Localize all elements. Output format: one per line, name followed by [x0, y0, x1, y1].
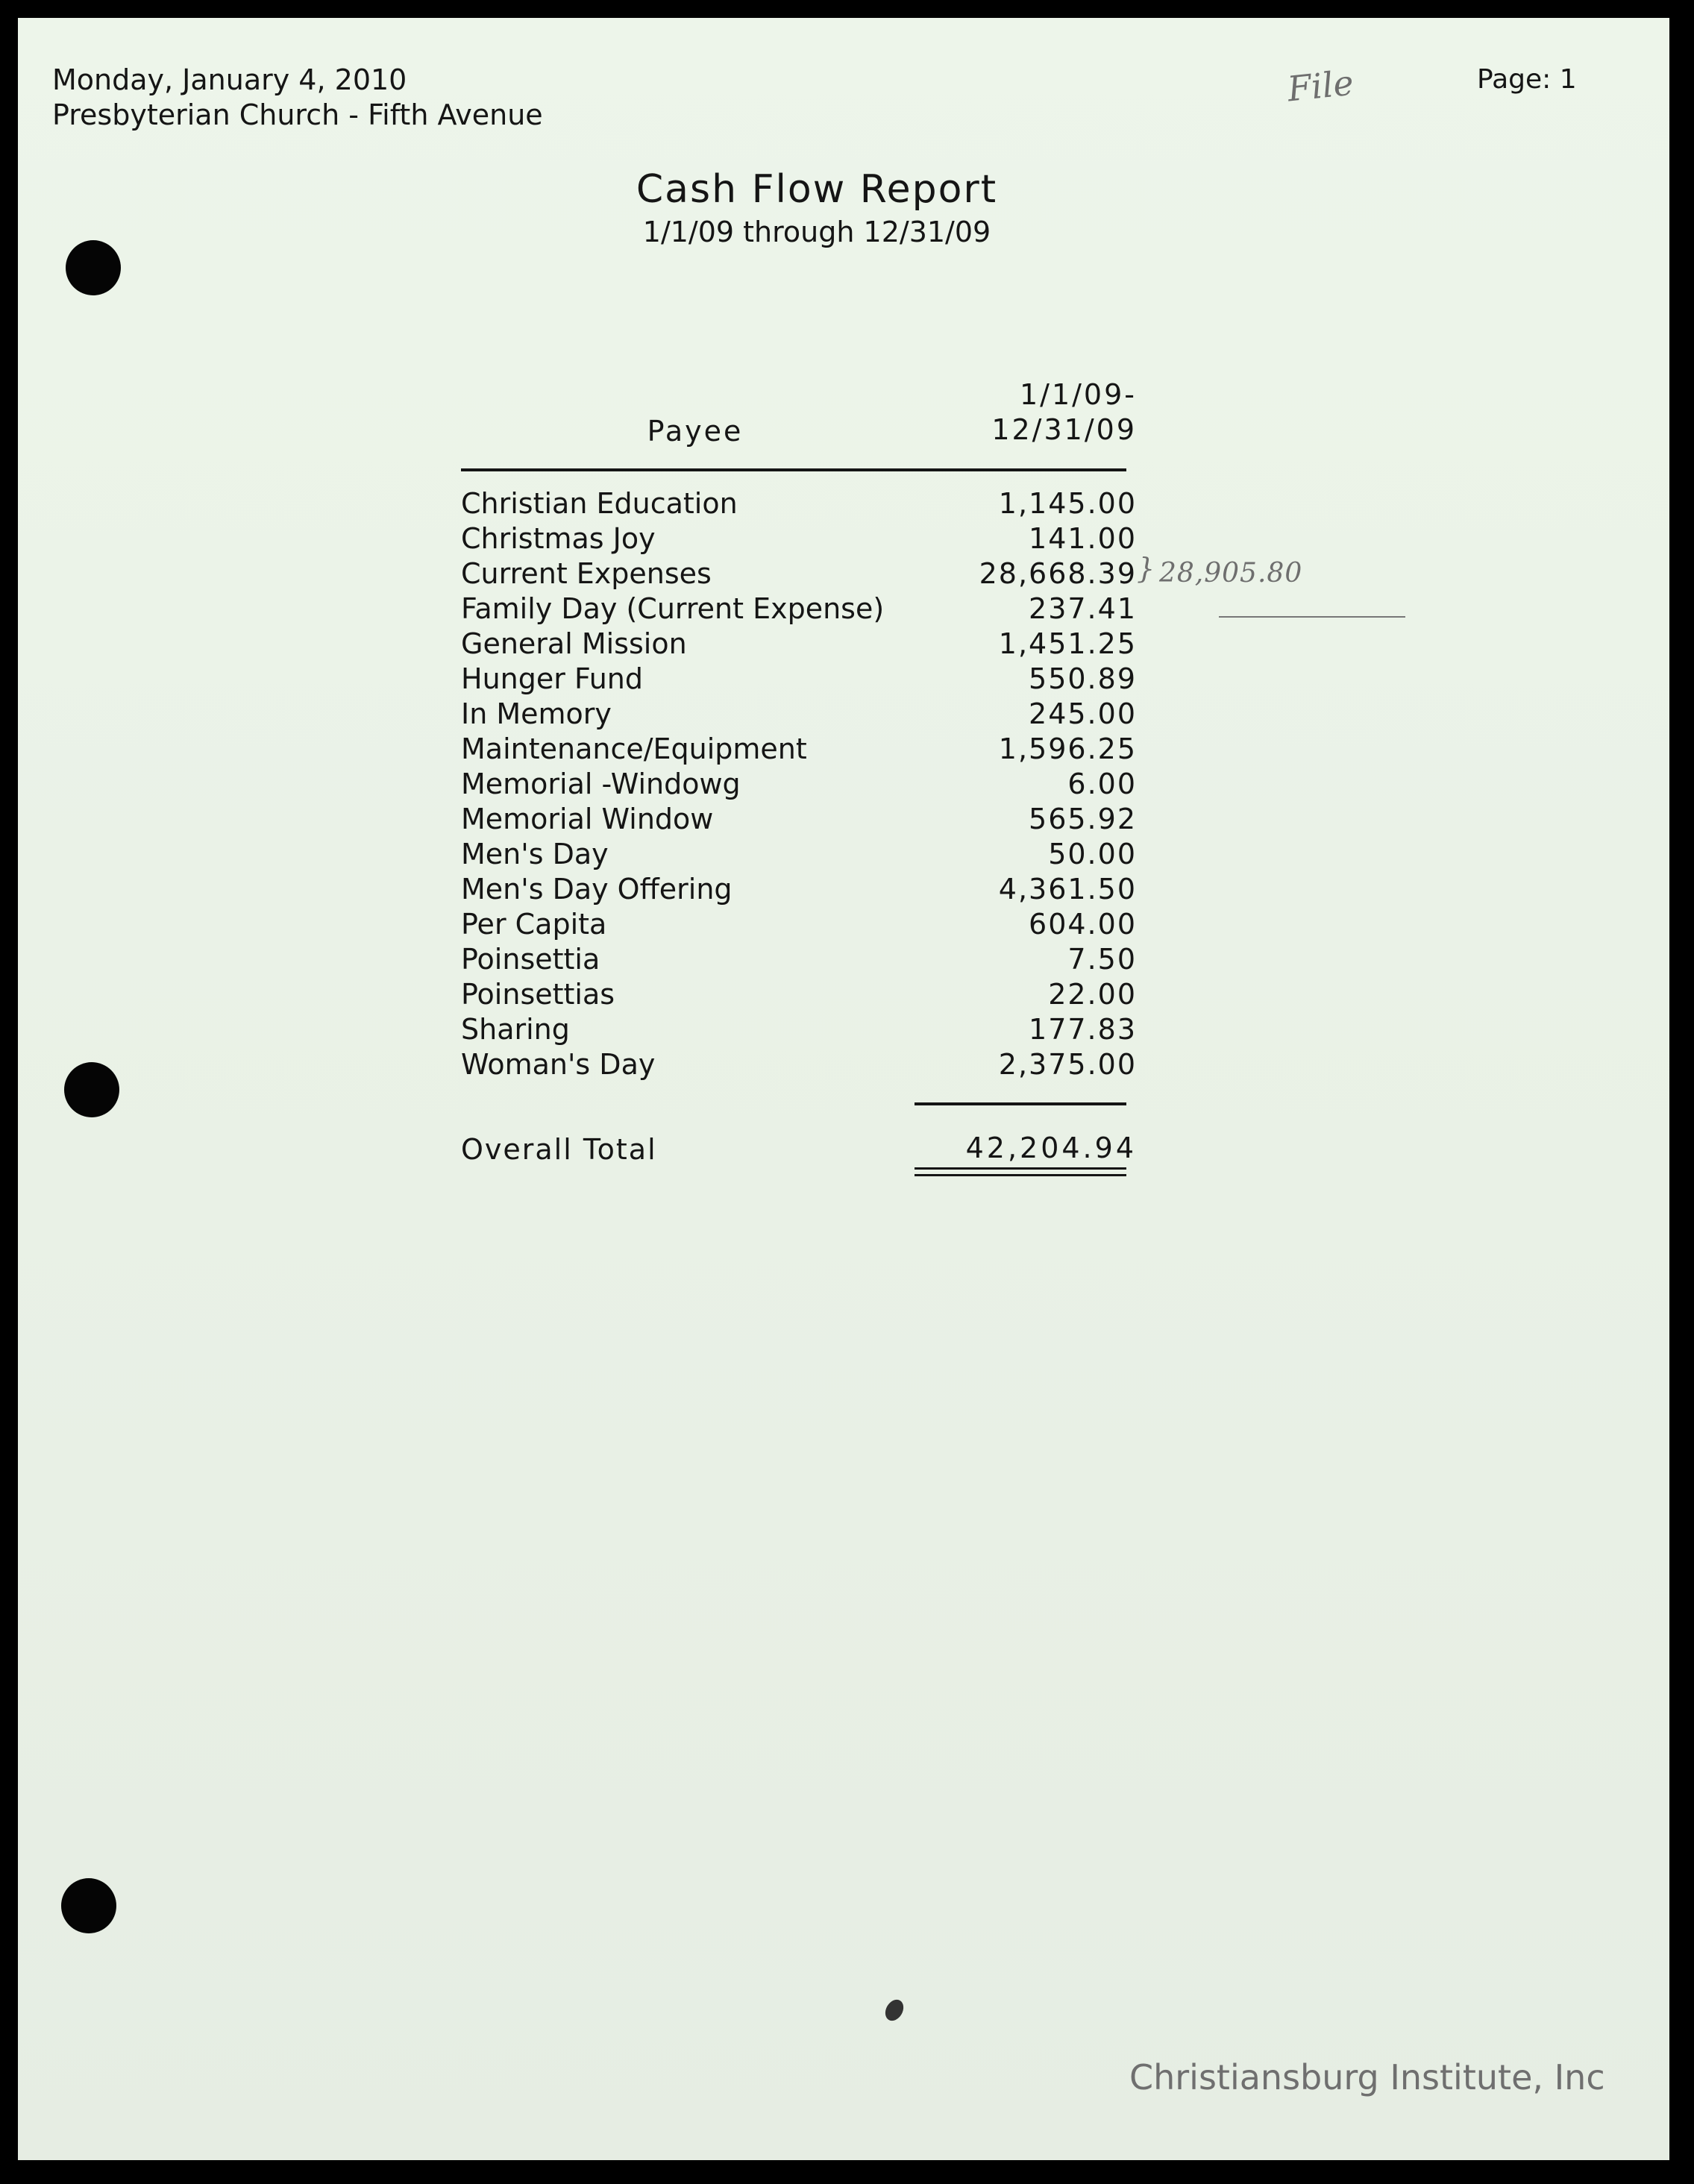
amount-cell: 565.92 — [1029, 803, 1137, 835]
amount-cell: 7.50 — [1067, 943, 1137, 976]
payee-cell: Poinsettia — [461, 943, 600, 976]
table-row — [461, 942, 1147, 977]
handwritten-margin-note: 28,905.80 — [1159, 558, 1303, 589]
punch-hole-bottom — [61, 1878, 116, 1933]
report-period: 1/1/09 through 12/31/09 — [642, 216, 991, 248]
payee-cell: Current Expenses — [461, 557, 712, 590]
total-amount: 42,204.94 — [965, 1132, 1137, 1164]
table-row — [461, 872, 1147, 907]
table-row — [461, 1012, 1147, 1047]
handwritten-initials: File — [1285, 62, 1356, 110]
total-double-rule-top — [915, 1167, 1126, 1170]
period-header-line1: 1/1/09- — [1019, 378, 1137, 411]
payee-cell: Hunger Fund — [461, 662, 644, 695]
table-row — [461, 556, 1147, 592]
punch-hole-top — [66, 240, 121, 295]
payee-cell: Per Capita — [461, 908, 607, 941]
amount-cell: 1,596.25 — [998, 732, 1137, 765]
subtotal-rule — [915, 1102, 1126, 1105]
amount-cell: 1,451.25 — [998, 627, 1137, 660]
payee-cell: Sharing — [461, 1013, 570, 1046]
amount-cell: 1,145.00 — [998, 487, 1137, 520]
payee-cell: Memorial -Windowg — [461, 768, 741, 800]
payee-cell: Men's Day Offering — [461, 873, 733, 906]
payee-column-header: Payee — [647, 415, 744, 448]
report-header — [52, 63, 543, 133]
payee-cell: Christian Education — [461, 487, 738, 520]
amount-cell: 4,361.50 — [998, 873, 1137, 906]
amount-cell: 22.00 — [1048, 978, 1137, 1011]
table-row — [461, 802, 1147, 837]
punch-hole-middle — [64, 1062, 119, 1117]
period-header-line2: 12/31/09 — [991, 413, 1137, 446]
payee-cell: Christmas Joy — [461, 522, 656, 555]
payee-cell: Memorial Window — [461, 803, 714, 835]
handwritten-bracket: } — [1137, 552, 1155, 585]
payee-cell: Maintenance/Equipment — [461, 732, 807, 765]
payee-cell: General Mission — [461, 627, 687, 660]
total-label: Overall Total — [461, 1133, 657, 1166]
table-row — [461, 767, 1147, 802]
watermark: Christiansburg Institute, Inc — [1129, 2057, 1605, 2097]
payee-cell: Men's Day — [461, 838, 609, 870]
report-title: Cash Flow Report — [636, 167, 998, 212]
table-row — [461, 662, 1147, 697]
table-row — [461, 732, 1147, 767]
table-row — [461, 697, 1147, 732]
amount-cell: 50.00 — [1048, 838, 1137, 870]
amount-cell: 177.83 — [1029, 1013, 1137, 1046]
amount-cell: 550.89 — [1029, 662, 1137, 695]
table-row — [461, 521, 1147, 556]
amount-cell: 604.00 — [1029, 908, 1137, 941]
table-row — [461, 907, 1147, 942]
ink-spot — [882, 1997, 907, 2024]
period-column-header — [913, 377, 1137, 448]
table-row — [461, 977, 1147, 1012]
document-page — [18, 18, 1669, 2160]
total-double-rule-bottom — [915, 1174, 1126, 1176]
amount-cell: 237.41 — [1029, 592, 1137, 625]
table-row — [461, 837, 1147, 872]
payee-header-rule — [461, 468, 915, 471]
table-row — [461, 592, 1147, 627]
amount-cell: 141.00 — [1029, 522, 1137, 555]
page-number: Page: 1 — [1477, 64, 1577, 95]
organization-name: Presbyterian Church - Fifth Avenue — [52, 98, 543, 131]
amount-cell: 245.00 — [1029, 697, 1137, 730]
amount-cell: 28,668.39 — [979, 557, 1137, 590]
pencil-stroke — [1219, 616, 1405, 618]
period-header-rule — [915, 468, 1126, 471]
table-row — [461, 1047, 1147, 1082]
table-row — [461, 486, 1147, 521]
table-row — [461, 627, 1147, 662]
amount-cell: 6.00 — [1067, 768, 1137, 800]
report-date: Monday, January 4, 2010 — [52, 63, 407, 96]
payee-cell: Woman's Day — [461, 1048, 656, 1081]
amount-cell: 2,375.00 — [998, 1048, 1137, 1081]
payee-cell: In Memory — [461, 697, 612, 730]
payee-cell: Family Day (Current Expense) — [461, 592, 885, 625]
payee-cell: Poinsettias — [461, 978, 615, 1011]
cash-flow-table — [461, 486, 1147, 1082]
